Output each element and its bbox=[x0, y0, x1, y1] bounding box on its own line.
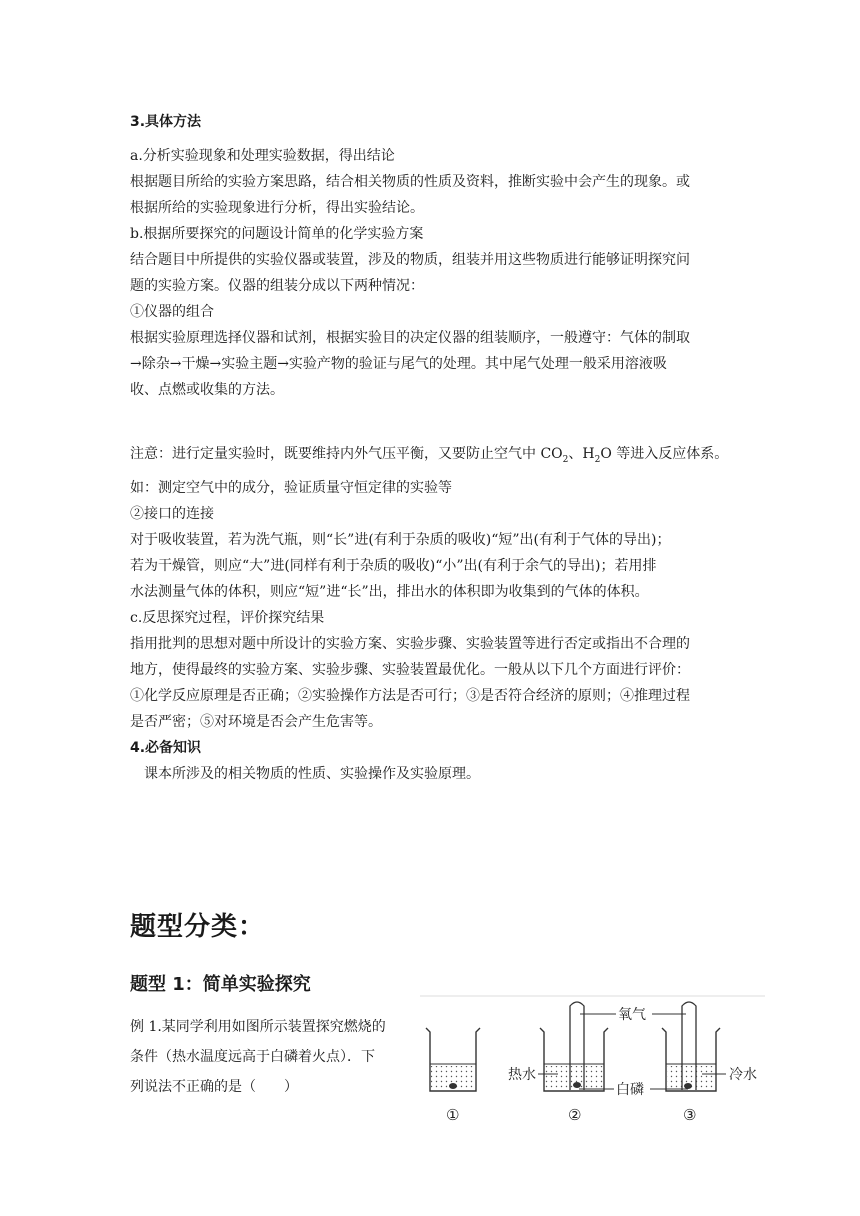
paragraph-line: 题的实验方案。仪器的组装分成以下两种情况： bbox=[130, 278, 424, 294]
subsection-b2-title: ②接口的连接 bbox=[130, 506, 214, 522]
paragraph-line: 对于吸收装置，若为洗气瓶，则“长”进(有利于杂质的吸收)“短”出(有利于气体的导出)； bbox=[130, 532, 671, 548]
white-phosphorus-1 bbox=[449, 1083, 457, 1089]
note-line-2: 如：测定空气中的成分，验证质量守恒定律的实验等 bbox=[130, 479, 452, 496]
question-types-heading: 题型分类： bbox=[130, 912, 266, 942]
label-white-phosphorus: 白磷 bbox=[616, 1082, 644, 1098]
white-phosphorus-2 bbox=[573, 1082, 581, 1088]
figure-number-3: ③ bbox=[683, 1106, 697, 1124]
figure-number-1: ① bbox=[446, 1106, 460, 1124]
label-hot-water: 热水 bbox=[508, 1067, 536, 1083]
paragraph-line: 地方，使得最终的实验方案、实验步骤、实验装置最优化。一般从以下几个方面进行评价： bbox=[130, 662, 690, 678]
paragraph-line: ①化学反应原理是否正确；②实验操作方法是否可行；③是否符合经济的原则；④推理过程 bbox=[130, 688, 690, 704]
note-text-mid: 、H bbox=[568, 446, 595, 462]
paragraph-line: 是否严密；⑤对环境是否会产生危害等。 bbox=[130, 714, 382, 730]
section-a-title: a.分析实验现象和处理实验数据，得出结论 bbox=[130, 148, 395, 164]
paragraph-line: 根据实验原理选择仪器和试剂，根据实验目的决定仪器的组装顺序，一般遵守：气体的制取 bbox=[130, 330, 690, 346]
note-block bbox=[130, 440, 730, 502]
paragraph-line: 收、点燃或收集的方法。 bbox=[130, 382, 284, 398]
h2o-subscript: 2 bbox=[594, 454, 601, 465]
beaker-1 bbox=[426, 1028, 480, 1091]
label-cold-water: 冷水 bbox=[729, 1067, 757, 1083]
example-line: 条件（热水温度远高于白磷着火点）．下 bbox=[130, 1049, 375, 1065]
example-line: 例 1.某同学利用如图所示装置探究燃烧的 bbox=[130, 1019, 386, 1035]
note-line bbox=[130, 440, 730, 474]
paragraph-line: 结合题目中所提供的实验仪器或装置，涉及的物质，组装并用这些物质进行能够证明探究问 bbox=[130, 252, 690, 268]
section-4-text: 课本所涉及的相关物质的性质、实验操作及实验原理。 bbox=[144, 766, 480, 782]
paragraph-line: 根据题目所给的实验方案思路，结合相关物质的性质及资料，推断实验中会产生的现象。或 bbox=[130, 174, 690, 190]
note-text-post: O 等进入反应体系。 bbox=[600, 446, 729, 462]
paragraph-line: 若为干燥管，则应“大”进(同样有利于杂质的吸收)“小”出(有利于余气的导出)；若用排 bbox=[130, 558, 657, 574]
section-b-title: b.根据所要探究的问题设计简单的化学实验方案 bbox=[130, 226, 424, 242]
section-a bbox=[130, 143, 730, 403]
co2-subscript: 2 bbox=[562, 454, 569, 465]
combustion-experiment-figure bbox=[420, 990, 770, 1140]
section-c-title: c.反思探究过程，评价探究结果 bbox=[130, 610, 325, 626]
subsection-b1-title: ①仪器的组合 bbox=[130, 304, 214, 320]
section-4-title: 4.必备知识 bbox=[130, 740, 202, 756]
label-oxygen: 氧气 bbox=[618, 1007, 646, 1023]
paragraph-line: 指用批判的思想对题中所设计的实验方案、实验步骤、实验装置等进行否定或指出不合理的 bbox=[130, 636, 690, 652]
figure-number-2: ② bbox=[568, 1106, 582, 1124]
section-3-title: 3.具体方法 bbox=[130, 114, 202, 130]
section-b2 bbox=[130, 501, 730, 787]
section-3 bbox=[130, 109, 730, 135]
paragraph-line: 水法测量气体的体积，则应“短”进“长”出，排出水的体积即为收集到的气体的体积。 bbox=[130, 584, 649, 600]
paragraph-line: 根据所给的实验现象进行分析，得出实验结论。 bbox=[130, 200, 424, 216]
question-type-1-heading: 题型 1：简单实验探究 bbox=[130, 974, 311, 995]
note-text-pre: 注意：进行定量实验时，既要维持内外气压平衡，又要防止空气中 CO bbox=[130, 446, 563, 462]
example-1 bbox=[130, 1012, 415, 1102]
white-phosphorus-3 bbox=[684, 1083, 692, 1089]
beaker-3 bbox=[662, 1002, 720, 1091]
example-line: 列说法不正确的是（ ） bbox=[130, 1079, 298, 1095]
beaker-2 bbox=[540, 1002, 608, 1091]
paragraph-line: →除杂→干燥→实验主题→实验产物的验证与尾气的处理。其中尾气处理一般采用溶液吸 bbox=[130, 356, 667, 372]
